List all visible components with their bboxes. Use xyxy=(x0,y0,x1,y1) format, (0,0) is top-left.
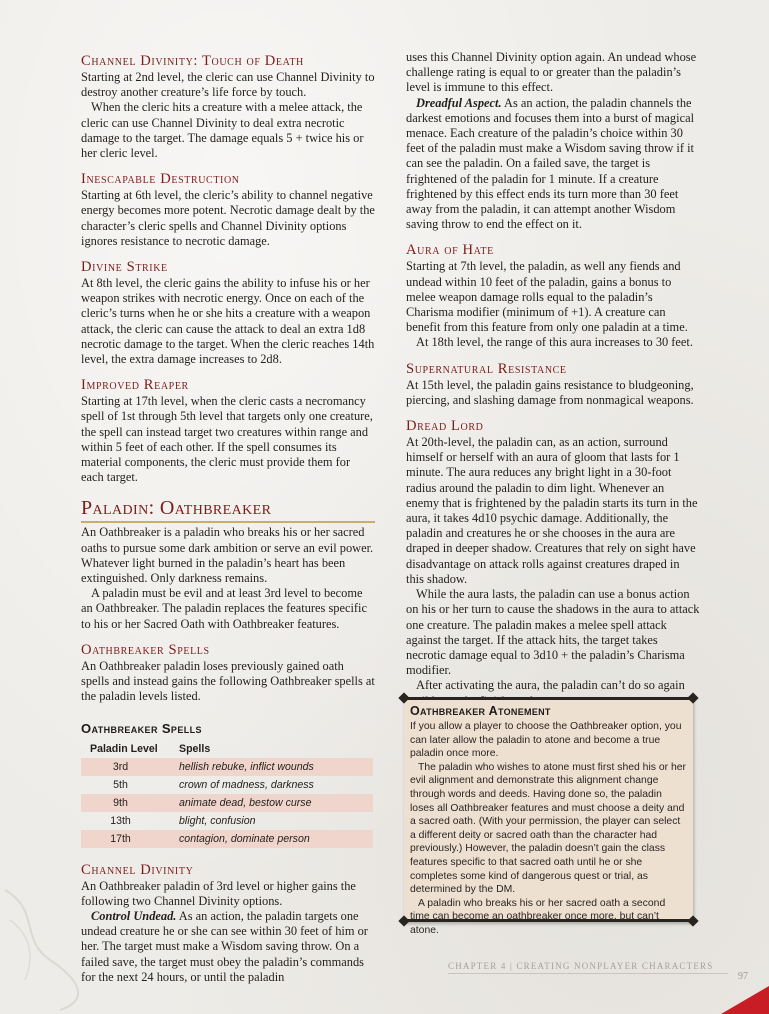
table-cell-level: 5th xyxy=(113,778,128,791)
heading-channel-divinity: Channel Divinity xyxy=(81,861,194,878)
table-title: Oathbreaker Spells xyxy=(81,720,202,736)
paragraph: An Oathbreaker paladin of 3rd level or higher gains the following two Channel Divinity options. xyxy=(81,878,356,908)
heading-dread-lord: Dread Lord xyxy=(406,418,484,435)
table-cell-level: 9th xyxy=(81,794,170,812)
page-corner-marker xyxy=(721,986,769,1014)
paragraph-control-undead xyxy=(81,909,375,985)
table-cell-spells: crown of madness, darkness xyxy=(179,778,314,791)
table-cell-level: 17th xyxy=(81,830,170,848)
column-header-spells: Spells xyxy=(179,742,211,755)
heading-supernatural-resistance: Supernatural Resistance xyxy=(406,360,567,377)
paragraph: Starting at 6th level, the cleric’s ability to channel negative energy becomes more potent. Necrotic damage dealt by the character’s cleric spells and Channel Divinity options ignores resistance to necrotic damage. xyxy=(81,188,375,248)
paragraph: uses this Channel Divinity option again. An undead whose challenge rating is equal to or greater than the paladin’s level is immune to this effect. xyxy=(406,50,697,95)
table-row xyxy=(81,812,373,830)
heading-improved-reaper: Improved Reaper xyxy=(81,377,189,394)
paragraph: While the aura lasts, the paladin can use a bonus action on his or her turn to cause the shadows in the aura to attack one creature. The paladin makes a melee spell attack against the target. If the attack hits, the target takes necrotic damage equal to 3d10 + the paladin’s Charisma modifier. xyxy=(406,587,700,678)
footer-chapter: CHAPTER 4 | CREATING NONPLAYER CHARACTERS xyxy=(448,961,714,971)
label-control-undead: Control Undead. xyxy=(91,908,177,923)
right-column xyxy=(406,50,700,709)
sidebar-paragraph: The paladin who wishes to atone must first shed his or her evil alignment and demonstrate this alignment change through words and deeds. Having done so, the paladin loses all Oathbreaker features and must choose a deity and a sacred oath. (With your permission, the player can select a different deity or sacred oath than the character had previously.) However, the paladin doesn’t gain the class features specific to that sacred oath until he or she completes some kind of dangerous quest or trial, as determined by the DM. xyxy=(410,761,686,896)
heading-divine-strike: Divine Strike xyxy=(81,259,168,276)
sidebar-oathbreaker-atonement xyxy=(404,697,693,936)
paragraph: An Oathbreaker is a paladin who breaks his or her sacred oaths to pursue some dark ambition or serve an evil power. Whatever light burned in the paladin’s heart has been extinguished. Only darkness remains. xyxy=(81,525,374,586)
paragraph: At 8th level, the cleric gains the ability to infuse his or her weapon strikes with necrotic energy. Once on each of the cleric’s turns when he or she hits a creature with a weapon attack, the cleric can cause the attack to deal an extra 1d8 necrotic damage to the target. When the cleric reaches 14th level, the extra damage increases to 2d8. xyxy=(81,276,375,367)
table-row xyxy=(81,830,373,848)
paragraph: Starting at 7th level, the paladin, as well any fiends and undead within 10 feet of the paladin, gains a bonus to melee weapon damage rolls equal to the paladin’s Charisma modifier (minimum of +1). A creature can benefit from this feature from only one paladin at a time. xyxy=(406,259,688,335)
table-cell-spells: blight, confusion xyxy=(179,814,256,827)
footer-rule xyxy=(448,973,728,974)
heading-paladin-oathbreaker: Paladin: Oathbreaker xyxy=(81,497,375,523)
table-cell-level: 3rd xyxy=(81,758,170,776)
column-header-level: Paladin Level xyxy=(90,742,158,755)
sidebar-paragraph: A paladin who breaks his or her sacred oath a second time can become an oathbreaker once more, but can’t atone. xyxy=(410,897,666,936)
left-column xyxy=(81,50,375,985)
table-cell-spells: hellish rebuke, inflict wounds xyxy=(170,758,373,776)
heading-oathbreaker-spells: Oathbreaker Spells xyxy=(81,641,210,658)
paragraph: A paladin must be evil and at least 3rd level to become an Oathbreaker. The paladin replaces the features specific to his or her Sacred Oath with Oathbreaker features. xyxy=(81,586,367,631)
heading-touch-of-death: Channel Divinity: Touch of Death xyxy=(81,53,304,69)
page-number: 97 xyxy=(738,971,748,982)
table-cell-spells: contagion, dominate person xyxy=(170,830,373,848)
heading-aura-of-hate: Aura of Hate xyxy=(406,242,494,259)
paragraph: When the cleric hits a creature with a melee attack, the cleric can use Channel Divinity to deal extra necrotic damage to the target. The damage equals 5 + twice his or her cleric level. xyxy=(81,100,364,161)
table-row xyxy=(81,758,373,776)
paragraph: At 15th level, the paladin gains resistance to bludgeoning, piercing, and slashing damage from nonmagical weapons. xyxy=(406,377,694,407)
table-cell-level: 13th xyxy=(110,814,131,827)
label-dreadful-aspect: Dreadful Aspect. xyxy=(416,95,502,110)
table-cell-spells: animate dead, bestow curse xyxy=(170,794,373,812)
paragraph-dreadful-aspect xyxy=(406,96,700,233)
paragraph: After activating the aura, the paladin can’t do so again xyxy=(416,678,685,693)
paragraph: An Oathbreaker paladin loses previously gained oath spells and instead gains the following Oathbreaker spells at the paladin levels listed. xyxy=(81,658,375,704)
paragraph: Starting at 17th level, when the cleric casts a necromancy spell of 1st through 5th level that targets only one creature, the spell can instead target two creatures within range and within 5 feet of each other. If the spell consumes its material components, the cleric must provide them for each target. xyxy=(81,394,373,485)
text-control-undead: As an action, the paladin targets one undead creature he or she can see within 30 feet of him or her. The target must make a Wisdom saving throw. On a failed save, the target must obey the paladin’s commands for the next 24 hours, or until the paladin xyxy=(81,908,368,984)
paragraph: At 20th-level, the paladin can, as an action, surround himself or herself with an aura of gloom that lasts for 1 minute. The aura reduces any bright light in a 30-foot radius around the paladin to dim light. Whenever an enemy that is frightened by the paladin starts its turn in the aura, it takes 4d10 psychic damage. Additionally, the paladin and creatures he or she chooses in the aura are draped in deeper shadow. Creatures that rely on sight have disadvantage on attack rolls against creatures draped in this shadow. xyxy=(406,435,698,586)
sidebar-title: Oathbreaker Atonement xyxy=(410,704,551,718)
table-row xyxy=(81,776,373,794)
heading-inescapable-destruction: Inescapable Destruction xyxy=(81,171,240,188)
paragraph: At 18th level, the range of this aura increases to 30 feet. xyxy=(416,335,693,350)
paragraph: Starting at 2nd level, the cleric can use Channel Divinity to destroy another creature’s life force by touch. xyxy=(81,70,375,100)
spells-table xyxy=(81,741,373,848)
text-dreadful-aspect: As an action, the paladin channels the darkest emotions and focuses them into a burst of magical menace. Each creature of the paladin’s choice within 30 feet of the paladin must make a Wisdom saving throw if it can see the paladin. On a failed save, the target is frightened of the paladin for 1 minute. If a creature frightened by this effect ends its turn more than 30 feet away from the paladin, it can attempt another Wisdom saving throw to end the effect on it. xyxy=(406,95,695,232)
sidebar-paragraph: If you allow a player to choose the Oathbreaker option, you can later allow the paladin to atone and become a true paladin once more. xyxy=(410,721,682,760)
table-row xyxy=(81,794,373,812)
